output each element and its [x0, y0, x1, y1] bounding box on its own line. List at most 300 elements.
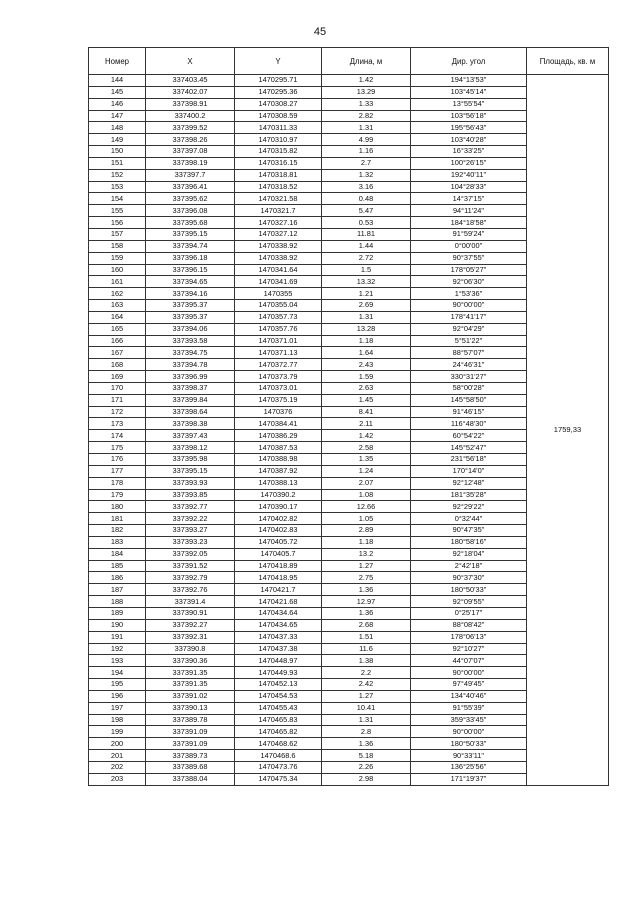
cell-y: 1470311.33	[235, 122, 322, 134]
cell-x: 337398.38	[146, 418, 235, 430]
cell-y: 1470452.13	[235, 679, 322, 691]
cell-number: 175	[89, 442, 146, 454]
cell-number: 156	[89, 217, 146, 229]
cell-x: 337398.26	[146, 134, 235, 146]
coordinates-table	[88, 47, 609, 786]
cell-y: 1470355	[235, 288, 322, 300]
cell-length: 1.5	[322, 264, 411, 276]
cell-number: 190	[89, 619, 146, 631]
cell-angle: 90°37'30"	[411, 572, 527, 584]
cell-x: 337402.07	[146, 86, 235, 98]
cell-x: 337396.99	[146, 371, 235, 383]
cell-x: 337391.52	[146, 560, 235, 572]
cell-y: 1470449.93	[235, 667, 322, 679]
cell-number: 195	[89, 679, 146, 691]
cell-number: 153	[89, 181, 146, 193]
cell-number: 165	[89, 323, 146, 335]
cell-length: 10.41	[322, 702, 411, 714]
cell-number: 187	[89, 584, 146, 596]
cell-number: 146	[89, 98, 146, 110]
cell-y: 1470295.36	[235, 86, 322, 98]
cell-length: 1.38	[322, 655, 411, 667]
cell-x: 337393.93	[146, 477, 235, 489]
cell-y: 1470371.01	[235, 335, 322, 347]
cell-angle: 116°48'30"	[411, 418, 527, 430]
cell-x: 337396.18	[146, 252, 235, 264]
cell-x: 337390.36	[146, 655, 235, 667]
cell-number: 174	[89, 430, 146, 442]
cell-x: 337392.27	[146, 619, 235, 631]
cell-number: 200	[89, 738, 146, 750]
cell-angle: 92°04'29"	[411, 323, 527, 335]
cell-length: 13.29	[322, 86, 411, 98]
cell-number: 176	[89, 454, 146, 466]
cell-y: 1470405.72	[235, 536, 322, 548]
cell-y: 1470295.71	[235, 75, 322, 87]
cell-number: 192	[89, 643, 146, 655]
cell-x: 337395.98	[146, 454, 235, 466]
cell-angle: 92°29'22"	[411, 501, 527, 513]
cell-number: 193	[89, 655, 146, 667]
cell-length: 2.11	[322, 418, 411, 430]
cell-y: 1470321.58	[235, 193, 322, 205]
cell-number: 154	[89, 193, 146, 205]
cell-number: 189	[89, 607, 146, 619]
cell-y: 1470373.79	[235, 371, 322, 383]
cell-angle: 90°33'11"	[411, 750, 527, 762]
cell-x: 337390.91	[146, 607, 235, 619]
cell-length: 1.33	[322, 98, 411, 110]
cell-number: 183	[89, 536, 146, 548]
cell-angle: 1°53'36"	[411, 288, 527, 300]
cell-angle: 5°51'22"	[411, 335, 527, 347]
cell-x: 337395.62	[146, 193, 235, 205]
cell-number: 180	[89, 501, 146, 513]
cell-y: 1470455.43	[235, 702, 322, 714]
cell-angle: 90°47'35"	[411, 525, 527, 537]
cell-y: 1470473.76	[235, 761, 322, 773]
cell-length: 2.58	[322, 442, 411, 454]
cell-length: 1.21	[322, 288, 411, 300]
cell-x: 337392.79	[146, 572, 235, 584]
cell-number: 147	[89, 110, 146, 122]
cell-y: 1470355.04	[235, 300, 322, 312]
cell-length: 2.72	[322, 252, 411, 264]
cell-angle: 145°52'47"	[411, 442, 527, 454]
cell-angle: 91°59'24"	[411, 228, 527, 240]
cell-x: 337399.84	[146, 394, 235, 406]
cell-y: 1470373.01	[235, 382, 322, 394]
cell-number: 148	[89, 122, 146, 134]
cell-x: 337395.37	[146, 300, 235, 312]
cell-number: 157	[89, 228, 146, 240]
cell-length: 3.16	[322, 181, 411, 193]
cell-x: 337391.09	[146, 726, 235, 738]
cell-number: 151	[89, 157, 146, 169]
cell-angle: 145°58'50"	[411, 394, 527, 406]
cell-x: 337395.37	[146, 311, 235, 323]
cell-x: 337403.45	[146, 75, 235, 87]
header-angle: Дир. угол	[411, 48, 527, 75]
cell-number: 202	[89, 761, 146, 773]
cell-angle: 0°32'44"	[411, 513, 527, 525]
cell-x: 337394.75	[146, 347, 235, 359]
cell-y: 1470448.97	[235, 655, 322, 667]
cell-x: 337400.2	[146, 110, 235, 122]
cell-x: 337396.15	[146, 264, 235, 276]
cell-number: 171	[89, 394, 146, 406]
cell-number: 188	[89, 596, 146, 608]
cell-length: 5.18	[322, 750, 411, 762]
cell-x: 337394.78	[146, 359, 235, 371]
cell-number: 199	[89, 726, 146, 738]
cell-angle: 94°11'24"	[411, 205, 527, 217]
cell-number: 186	[89, 572, 146, 584]
cell-x: 337389.73	[146, 750, 235, 762]
cell-length: 1.42	[322, 75, 411, 87]
cell-length: 13.32	[322, 276, 411, 288]
cell-angle: 58°00'28"	[411, 382, 527, 394]
cell-length: 2.82	[322, 110, 411, 122]
cell-length: 1.51	[322, 631, 411, 643]
cell-y: 1470321.7	[235, 205, 322, 217]
cell-x: 337395.15	[146, 228, 235, 240]
cell-x: 337391.35	[146, 679, 235, 691]
cell-angle: 100°26'15"	[411, 157, 527, 169]
cell-x: 337392.05	[146, 548, 235, 560]
cell-number: 173	[89, 418, 146, 430]
cell-angle: 92°12'48"	[411, 477, 527, 489]
cell-x: 337390.8	[146, 643, 235, 655]
cell-angle: 180°50'33"	[411, 584, 527, 596]
cell-y: 1470421.68	[235, 596, 322, 608]
cell-length: 11.81	[322, 228, 411, 240]
cell-angle: 231°56'18"	[411, 454, 527, 466]
cell-length: 1.31	[322, 311, 411, 323]
cell-x: 337391.4	[146, 596, 235, 608]
cell-y: 1470376	[235, 406, 322, 418]
cell-y: 1470405.7	[235, 548, 322, 560]
cell-number: 197	[89, 702, 146, 714]
cell-length: 1.27	[322, 560, 411, 572]
cell-angle: 92°09'55"	[411, 596, 527, 608]
cell-length: 1.36	[322, 584, 411, 596]
cell-length: 1.42	[322, 430, 411, 442]
cell-x: 337392.76	[146, 584, 235, 596]
cell-y: 1470402.83	[235, 525, 322, 537]
cell-y: 1470315.82	[235, 146, 322, 158]
cell-y: 1470357.76	[235, 323, 322, 335]
cell-x: 337392.22	[146, 513, 235, 525]
cell-angle: 0°00'00"	[411, 240, 527, 252]
cell-y: 1470388.98	[235, 454, 322, 466]
cell-length: 1.05	[322, 513, 411, 525]
cell-number: 163	[89, 300, 146, 312]
cell-angle: 92°06'30"	[411, 276, 527, 288]
cell-length: 2.68	[322, 619, 411, 631]
cell-y: 1470475.34	[235, 773, 322, 785]
cell-y: 1470387.92	[235, 465, 322, 477]
cell-angle: 16°33'25"	[411, 146, 527, 158]
cell-length: 12.97	[322, 596, 411, 608]
cell-x: 337399.52	[146, 122, 235, 134]
cell-y: 1470434.64	[235, 607, 322, 619]
cell-x: 337394.74	[146, 240, 235, 252]
cell-length: 1.16	[322, 146, 411, 158]
cell-number: 201	[89, 750, 146, 762]
cell-y: 1470468.6	[235, 750, 322, 762]
cell-x: 337388.04	[146, 773, 235, 785]
cell-length: 1.45	[322, 394, 411, 406]
cell-angle: 103°56'18"	[411, 110, 527, 122]
cell-number: 185	[89, 560, 146, 572]
cell-angle: 92°10'27"	[411, 643, 527, 655]
cell-y: 1470418.95	[235, 572, 322, 584]
cell-x: 337396.41	[146, 181, 235, 193]
cell-length: 2.07	[322, 477, 411, 489]
cell-angle: 178°05'27"	[411, 264, 527, 276]
cell-length: 2.69	[322, 300, 411, 312]
cell-angle: 136°25'56"	[411, 761, 527, 773]
cell-length: 2.2	[322, 667, 411, 679]
cell-angle: 180°58'16"	[411, 536, 527, 548]
cell-length: 2.75	[322, 572, 411, 584]
cell-angle: 90°00'00"	[411, 300, 527, 312]
cell-length: 1.18	[322, 536, 411, 548]
cell-number: 164	[89, 311, 146, 323]
cell-number: 166	[89, 335, 146, 347]
cell-x: 337396.08	[146, 205, 235, 217]
cell-number: 150	[89, 146, 146, 158]
cell-angle: 13°55'54"	[411, 98, 527, 110]
cell-angle: 60°54'22"	[411, 430, 527, 442]
cell-number: 179	[89, 489, 146, 501]
cell-number: 203	[89, 773, 146, 785]
cell-angle: 184°18'58"	[411, 217, 527, 229]
cell-x: 337391.09	[146, 738, 235, 750]
cell-x: 337398.37	[146, 382, 235, 394]
cell-length: 13.2	[322, 548, 411, 560]
cell-angle: 88°08'42"	[411, 619, 527, 631]
header-x: X	[146, 48, 235, 75]
cell-angle: 178°41'17"	[411, 311, 527, 323]
cell-y: 1470338.92	[235, 240, 322, 252]
cell-number: 152	[89, 169, 146, 181]
cell-x: 337398.91	[146, 98, 235, 110]
cell-number: 184	[89, 548, 146, 560]
cell-angle: 195°56'43"	[411, 122, 527, 134]
cell-y: 1470372.77	[235, 359, 322, 371]
cell-length: 2.89	[322, 525, 411, 537]
cell-length: 1.59	[322, 371, 411, 383]
cell-x: 337391.35	[146, 667, 235, 679]
cell-angle: 181°35'28"	[411, 489, 527, 501]
cell-length: 1.64	[322, 347, 411, 359]
cell-angle: 2°42'18"	[411, 560, 527, 572]
cell-number: 170	[89, 382, 146, 394]
cell-x: 337395.68	[146, 217, 235, 229]
cell-x: 337397.08	[146, 146, 235, 158]
cell-angle: 0°25'17"	[411, 607, 527, 619]
table-header-row	[89, 48, 609, 75]
cell-number: 172	[89, 406, 146, 418]
cell-length: 1.32	[322, 169, 411, 181]
cell-y: 1470327.12	[235, 228, 322, 240]
cell-y: 1470357.73	[235, 311, 322, 323]
cell-angle: 92°18'04"	[411, 548, 527, 560]
cell-y: 1470468.62	[235, 738, 322, 750]
cell-y: 1470318.81	[235, 169, 322, 181]
cell-angle: 103°45'14"	[411, 86, 527, 98]
cell-length: 2.7	[322, 157, 411, 169]
cell-length: 0.48	[322, 193, 411, 205]
cell-length: 1.31	[322, 714, 411, 726]
cell-y: 1470318.52	[235, 181, 322, 193]
cell-x: 337393.27	[146, 525, 235, 537]
cell-length: 8.41	[322, 406, 411, 418]
cell-y: 1470465.82	[235, 726, 322, 738]
header-length: Длина, м	[322, 48, 411, 75]
cell-y: 1470386.29	[235, 430, 322, 442]
cell-length: 1.36	[322, 738, 411, 750]
cell-number: 169	[89, 371, 146, 383]
cell-length: 1.31	[322, 122, 411, 134]
cell-x: 337397.7	[146, 169, 235, 181]
cell-y: 1470308.27	[235, 98, 322, 110]
cell-y: 1470316.15	[235, 157, 322, 169]
cell-number: 161	[89, 276, 146, 288]
cell-length: 2.42	[322, 679, 411, 691]
cell-x: 337393.23	[146, 536, 235, 548]
cell-angle: 90°00'00"	[411, 726, 527, 738]
cell-y: 1470454.53	[235, 690, 322, 702]
cell-number: 181	[89, 513, 146, 525]
cell-angle: 88°57'07"	[411, 347, 527, 359]
cell-number: 144	[89, 75, 146, 87]
cell-angle: 134°40'46"	[411, 690, 527, 702]
cell-length: 5.47	[322, 205, 411, 217]
cell-y: 1470434.65	[235, 619, 322, 631]
cell-length: 1.36	[322, 607, 411, 619]
cell-number: 191	[89, 631, 146, 643]
cell-number: 149	[89, 134, 146, 146]
cell-number: 158	[89, 240, 146, 252]
cell-x: 337394.06	[146, 323, 235, 335]
cell-x: 337397.43	[146, 430, 235, 442]
cell-x: 337394.16	[146, 288, 235, 300]
cell-length: 1.08	[322, 489, 411, 501]
cell-number: 145	[89, 86, 146, 98]
cell-x: 337398.19	[146, 157, 235, 169]
cell-angle: 90°37'55"	[411, 252, 527, 264]
cell-y: 1470308.59	[235, 110, 322, 122]
cell-number: 167	[89, 347, 146, 359]
cell-length: 1.24	[322, 465, 411, 477]
cell-angle: 171°19'37"	[411, 773, 527, 785]
cell-angle: 104°28'33"	[411, 181, 527, 193]
table-body	[89, 75, 609, 786]
cell-y: 1470327.16	[235, 217, 322, 229]
cell-y: 1470390.17	[235, 501, 322, 513]
cell-number: 196	[89, 690, 146, 702]
cell-number: 162	[89, 288, 146, 300]
cell-angle: 180°50'33"	[411, 738, 527, 750]
cell-angle: 194°13'53"	[411, 75, 527, 87]
cell-x: 337392.31	[146, 631, 235, 643]
cell-number: 198	[89, 714, 146, 726]
header-area: Площадь, кв. м	[527, 48, 609, 75]
cell-length: 2.43	[322, 359, 411, 371]
cell-y: 1470437.38	[235, 643, 322, 655]
cell-length: 1.35	[322, 454, 411, 466]
cell-x: 337389.78	[146, 714, 235, 726]
cell-length: 0.53	[322, 217, 411, 229]
cell-y: 1470437.33	[235, 631, 322, 643]
cell-y: 1470402.82	[235, 513, 322, 525]
cell-y: 1470341.69	[235, 276, 322, 288]
cell-x: 337398.64	[146, 406, 235, 418]
cell-length: 12.66	[322, 501, 411, 513]
cell-angle: 97°49'45"	[411, 679, 527, 691]
cell-y: 1470341.64	[235, 264, 322, 276]
cell-length: 1.18	[322, 335, 411, 347]
cell-x: 337391.02	[146, 690, 235, 702]
cell-number: 178	[89, 477, 146, 489]
cell-y: 1470338.92	[235, 252, 322, 264]
cell-angle: 44°07'07"	[411, 655, 527, 667]
cell-number: 155	[89, 205, 146, 217]
cell-y: 1470384.41	[235, 418, 322, 430]
cell-angle: 91°46'15"	[411, 406, 527, 418]
cell-y: 1470388.13	[235, 477, 322, 489]
cell-angle: 24°46'31"	[411, 359, 527, 371]
cell-length: 4.99	[322, 134, 411, 146]
cell-length: 2.26	[322, 761, 411, 773]
cell-angle: 90°00'00"	[411, 667, 527, 679]
cell-number: 159	[89, 252, 146, 264]
cell-length: 11.6	[322, 643, 411, 655]
table-row	[89, 75, 609, 87]
cell-y: 1470421.7	[235, 584, 322, 596]
cell-x: 337389.68	[146, 761, 235, 773]
cell-y: 1470465.83	[235, 714, 322, 726]
cell-angle: 14°37'15"	[411, 193, 527, 205]
cell-length: 2.8	[322, 726, 411, 738]
cell-y: 1470418.89	[235, 560, 322, 572]
cell-angle: 359°33'45"	[411, 714, 527, 726]
area-value: 1759,33	[527, 75, 609, 786]
cell-y: 1470387.53	[235, 442, 322, 454]
cell-angle: 103°40'28"	[411, 134, 527, 146]
cell-x: 337394.65	[146, 276, 235, 288]
cell-angle: 330°31'27"	[411, 371, 527, 383]
cell-y: 1470310.97	[235, 134, 322, 146]
cell-y: 1470390.2	[235, 489, 322, 501]
cell-number: 194	[89, 667, 146, 679]
cell-length: 13.28	[322, 323, 411, 335]
cell-y: 1470375.19	[235, 394, 322, 406]
cell-angle: 91°55'39"	[411, 702, 527, 714]
cell-angle: 178°06'13"	[411, 631, 527, 643]
cell-x: 337393.58	[146, 335, 235, 347]
cell-length: 1.44	[322, 240, 411, 252]
cell-number: 168	[89, 359, 146, 371]
cell-number: 182	[89, 525, 146, 537]
cell-x: 337398.12	[146, 442, 235, 454]
cell-angle: 192°40'11"	[411, 169, 527, 181]
cell-number: 160	[89, 264, 146, 276]
cell-x: 337392.77	[146, 501, 235, 513]
